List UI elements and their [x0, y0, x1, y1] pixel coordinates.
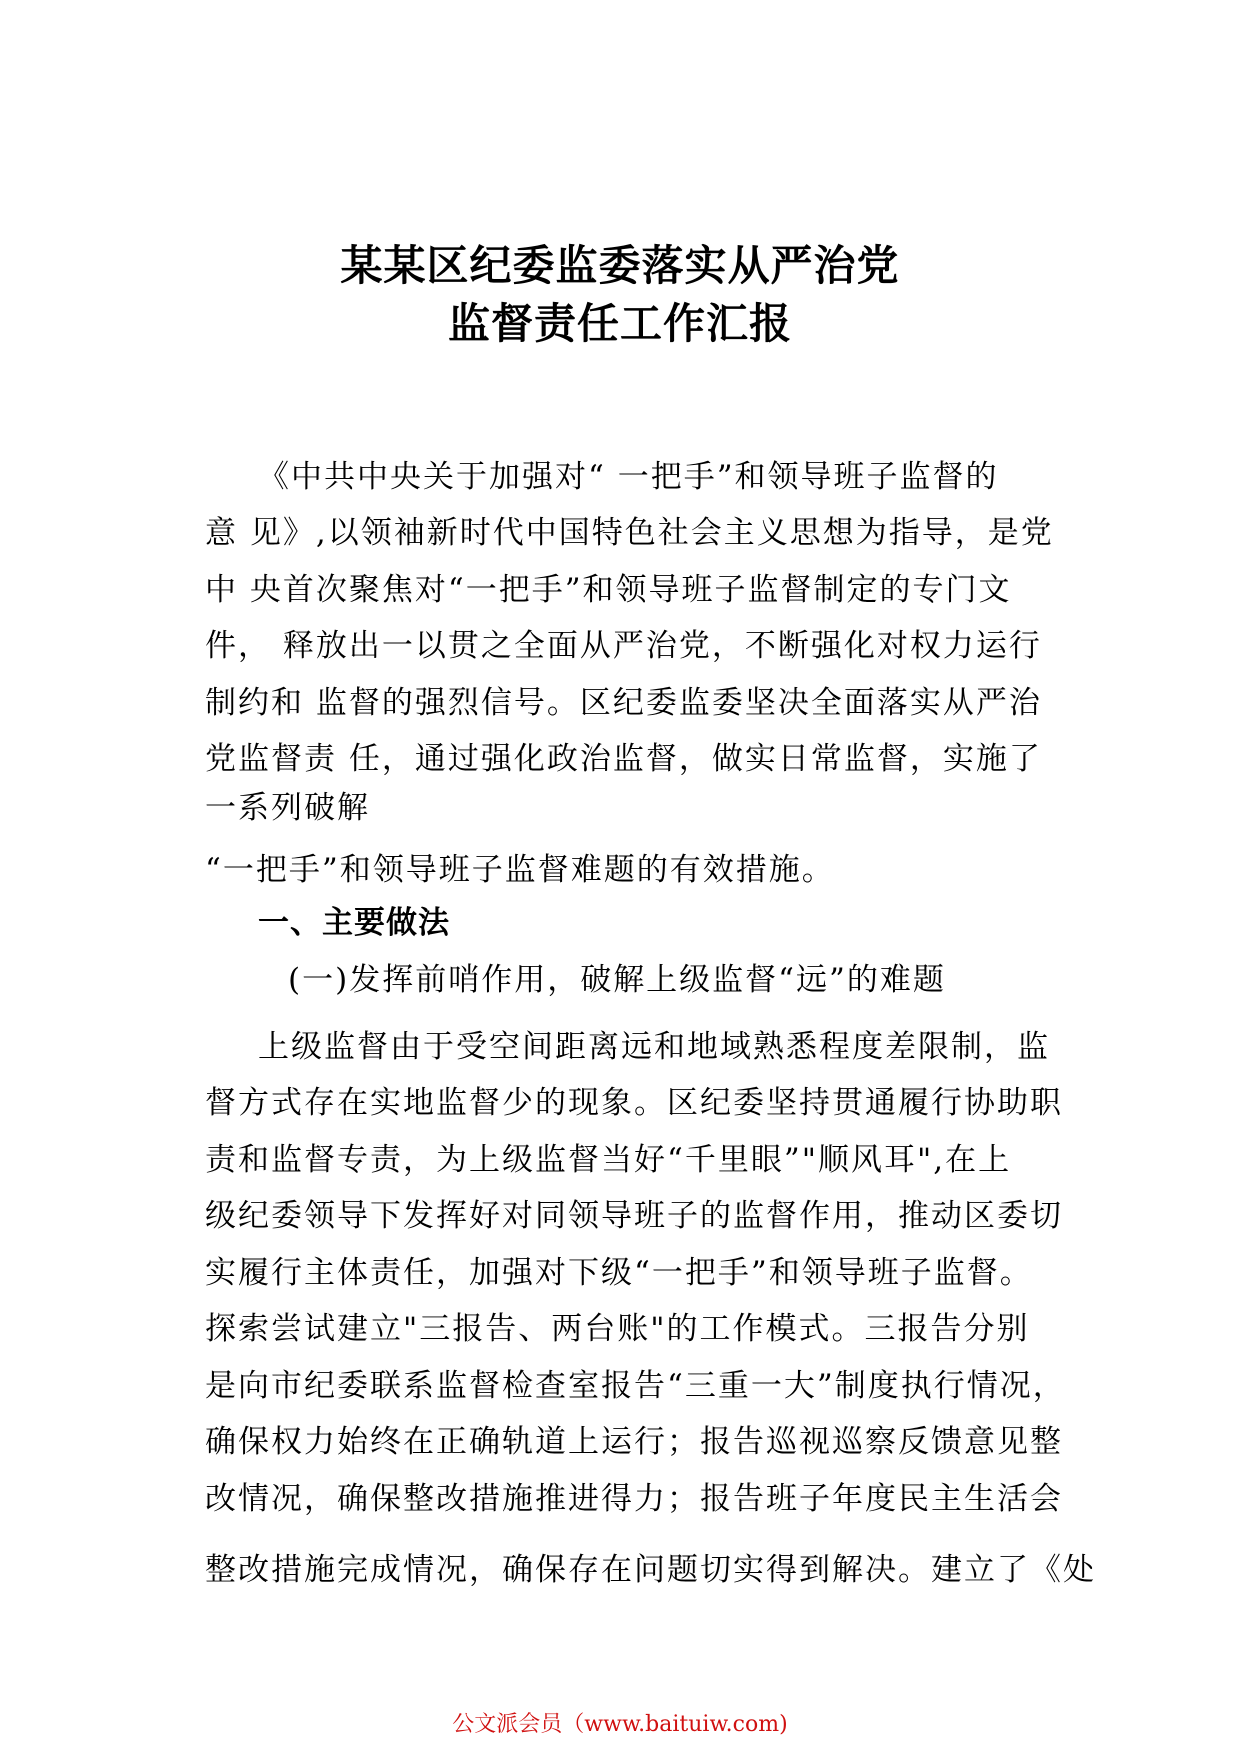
- intro-line: “一把手”和领导班子监督难题的有效措施。: [205, 852, 835, 888]
- section-heading: 一、主要做法: [258, 905, 450, 941]
- intro-line: 一系列破解: [205, 790, 370, 826]
- body-line: 是向市纪委联系监督检查室报告“三重一大”制度执行情况，: [205, 1368, 1066, 1404]
- body-line: 探索尝试建立"三报告、两台账"的工作模式。三报告分别: [205, 1311, 1030, 1347]
- body-line: 确保权力始终在正确轨道上运行；报告巡视巡察反馈意见整: [205, 1424, 1063, 1460]
- body-line: 责和监督专责，为上级监督当好“千里眼”"顺风耳",在上: [205, 1142, 1012, 1178]
- subsection-heading: (一)发挥前哨作用，破解上级监督“远”的难题: [288, 962, 946, 998]
- intro-line: 意 见》,以领袖新时代中国特色社会主义思想为指导，是党: [205, 515, 1054, 551]
- intro-line: 制约和 监督的强烈信号。区纪委监委坚决全面落实从严治: [205, 685, 1042, 721]
- body-line: 级纪委领导下发挥好对同领导班子的监督作用，推动区委切: [205, 1198, 1063, 1234]
- document-title-line-1: 某某区纪委监委落实从严治党: [340, 241, 900, 290]
- body-line: 改情况，确保整改措施推进得力；报告班子年度民主生活会: [205, 1481, 1063, 1517]
- body-line: 上级监督由于受空间距离远和地域熟悉程度差限制，监: [258, 1029, 1050, 1065]
- intro-line: 中 央首次聚焦对“一把手”和领导班子监督制定的专门文: [205, 572, 1012, 608]
- document-title-line-2: 监督责任工作汇报: [447, 299, 792, 348]
- body-line: 实履行主体责任，加强对下级“一把手”和领导班子监督。: [205, 1255, 1033, 1291]
- intro-line: 《中共中央关于加强对“ 一把手”和领导班子监督的: [258, 459, 999, 495]
- intro-line: 党监督责 任，通过强化政治监督，做实日常监督，实施了: [205, 741, 1042, 777]
- footer-watermark-link[interactable]: 公文派会员（www.baituiw.com): [452, 1712, 788, 1737]
- intro-line: 件， 释放出一以贯之全面从严治党，不断强化对权力运行: [205, 628, 1042, 664]
- body-line: 整改措施完成情况，确保存在问题切实得到解决。建立了《处: [205, 1552, 1096, 1588]
- body-line: 督方式存在实地监督少的现象。区纪委坚持贯通履行协助职: [205, 1085, 1063, 1121]
